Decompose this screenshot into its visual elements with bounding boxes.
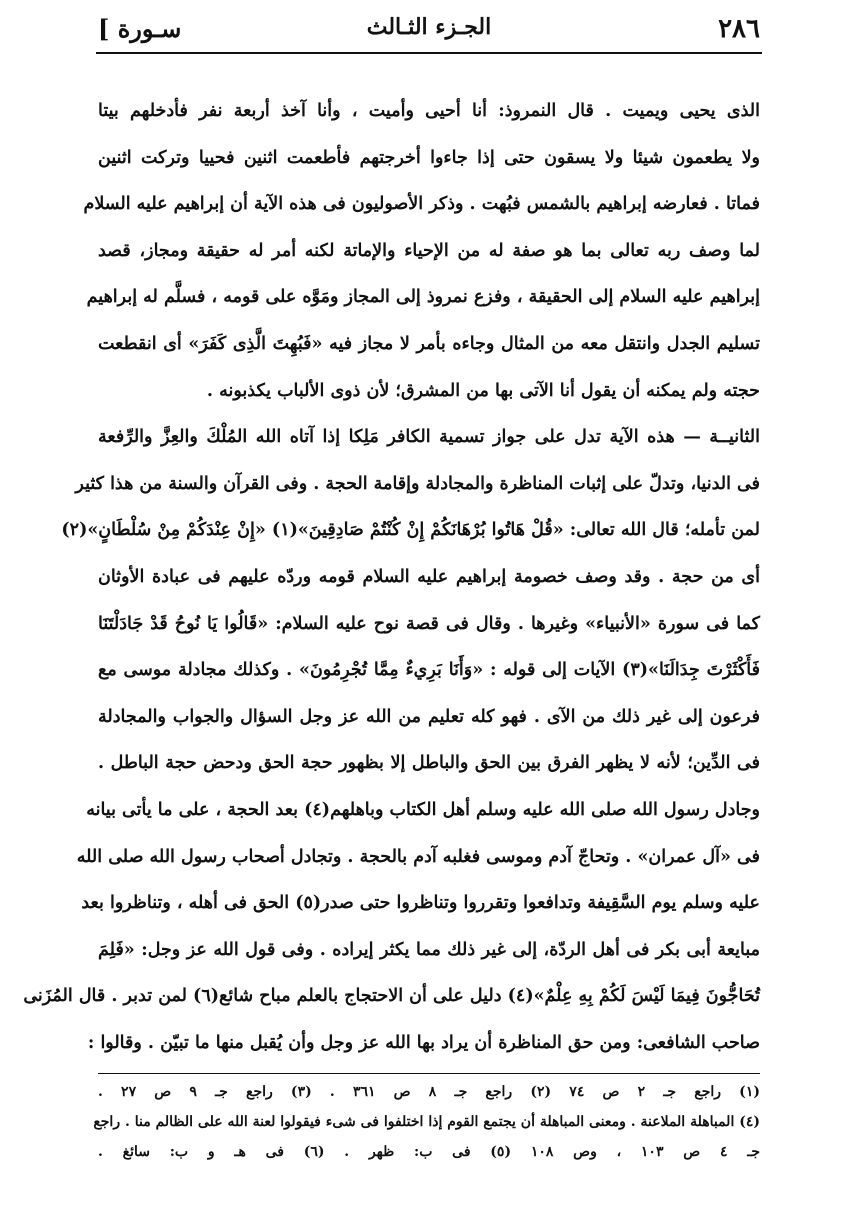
body-line: ولا يطعمون شيئا ولا يسقون حتى إذا جاءوا أخرجتهم فأطعمت اثنين فحييا وتركت اثنين <box>98 147 760 168</box>
body-line: لما وصف ربه تعالى بما هو صفة له من الإحياء والإماتة لكنه أمر له حقيقة ومجاز، قصد <box>98 240 760 261</box>
body-line: الذى يحيى ويميت . قال النمروذ: أنا أحيى وأميت ، وأنا آخذ أربعة نفر فأدخلهم بيتا <box>98 101 760 121</box>
body-line: فماتا . فعارضه إبراهيم بالشمس فبُهت . وذكر الأصوليون فى هذه الآية أن إبراهيم عليه السلام <box>83 194 760 215</box>
header-rule <box>96 52 762 54</box>
body-line: عليه وسلم يوم السَّقِيفة وتدافعوا وتقرروا وتناظروا حتى صدر(٥) الحق فى أهله ، وتناظروا بعد <box>81 893 760 914</box>
body-line: صاحب الشافعى: ومن حق المناظرة أن يراد بها الله عز وجل وأن يُقبل منها ما تبيّن . وقالوا : <box>87 1032 760 1053</box>
footnote-line: (٤) المباهلة الملاعنة . ومعنى المباهلة أن يجتمع القوم إذا اختلفوا فى شىء فيقولوا لعنة الله على الظالم منا . راجع <box>93 1114 760 1130</box>
body-line: حجته ولم يمكنه أن يقول أنا الآتى بها من المشرق؛ لأن ذوى الألباب يكذبونه . <box>206 380 760 401</box>
body-line: إبراهيم عليه السلام إلى الحقيقة ، وفزع نمروذ إلى المجاز ومَوَّه على قومه ، فسلَّم له إبراهيم <box>86 287 760 308</box>
body-line: تُحَاجُّونَ فِيمَا لَيْسَ لَكُمْ بِهِ عِلْمٌ»(٤) دليل على أن الاحتجاج بالعلم مباح شائع(٦) لمن تدبر . قال المُزَنى <box>23 986 760 1007</box>
footnotes <box>93 1077 760 1167</box>
running-title: الجـزء الثـالث <box>366 14 492 40</box>
body-line: وجادل رسول الله صلى الله عليه وسلم أهل الكتاب وباهلهم(٤) بعد الحجة ، على ما يأتى بيانه <box>86 799 760 820</box>
body-line: الثانيــة — هذه الآية تدل على جواز تسمية الكافر مَلِكا إذا آتاه الله المُلْكَ والعِزَّ والرِّفعة <box>98 427 760 448</box>
body-line: فَأَكْثَرْتَ جِدَالَنَا»(٣) الآيات إلى قوله : «وَأَنَا بَرِيءٌ مِمَّا تُجْرِمُونَ» . وكذلك مجادلة موسى مع <box>98 660 761 681</box>
body-text <box>23 88 761 1066</box>
body-line: فى الدنيا، وتدلّ على إثبات المناظرة والمجادلة وإقامة الحجة . وفى القرآن والسنة من هذا كثير <box>75 473 760 494</box>
footnote-rule <box>98 1073 760 1074</box>
footnote-line: جـ ٤ ص ١٠٣ ، وص ١٠٨ (٥) فى ب: ظهر . (٦) فى هـ و ب: سائغ . <box>98 1144 760 1160</box>
body-line: فى «آل عمران» . وتحاجّ آدم وموسى فغلبه آدم بالحجة . وتجادل أصحاب رسول الله صلى الله <box>76 846 760 867</box>
body-line: مبايعة أبى بكر فى أهل الردّة، إلى غير ذلك مما يكثر إيراده . وفى قول الله عز وجل: «فَلِمَ <box>98 939 760 960</box>
page-number: ٢٨٦ <box>718 14 760 44</box>
footnote-line: (١) راجع جـ ٢ ص ٧٤ (٢) راجع جـ ٨ ص ٣٦١ . (٣) راجع جـ ٩ ص ٢٧ . <box>98 1084 760 1100</box>
sura-label: سـورة ] <box>98 14 182 43</box>
page-header <box>98 14 760 48</box>
body-line: أى من حجة . وقد وصف خصومة إبراهيم عليه السلام قومه وردّه عليهم فى عبادة الأوثان <box>98 566 760 587</box>
body-line: فى الدِّين؛ لأنه لا يظهر الفرق بين الحق والباطل إلا بظهور حجة الحق ودحض حجة الباطل . <box>98 753 760 774</box>
body-line: تسليم الجدل وانتقل معه من المثال وجاءه بأمر لا مجاز فيه «فَبُهِتَ الَّذِى كَفَرَ» أى انقطعت <box>98 333 760 354</box>
body-line: كما فى سورة «الأنبياء» وغيرها . وقال فى قصة نوح عليه السلام: «قَالُوا يَا نُوحُ قَدْ جَادَلْتَنَا <box>98 613 760 634</box>
body-line: فرعون إلى غير ذلك من الآى . فهو كله تعليم من الله عز وجل السؤال والجواب والمجادلة <box>98 706 760 727</box>
body-line: لمن تأمله؛ قال الله تعالى: «قُلْ هَاتُوا بُرْهَانَكُمْ إِنْ كُنْتُمْ صَادِقِينَ»(١) «إِنْ عِنْدَكُمْ مِنْ سُلْطَانٍ»(٢) <box>61 520 760 541</box>
